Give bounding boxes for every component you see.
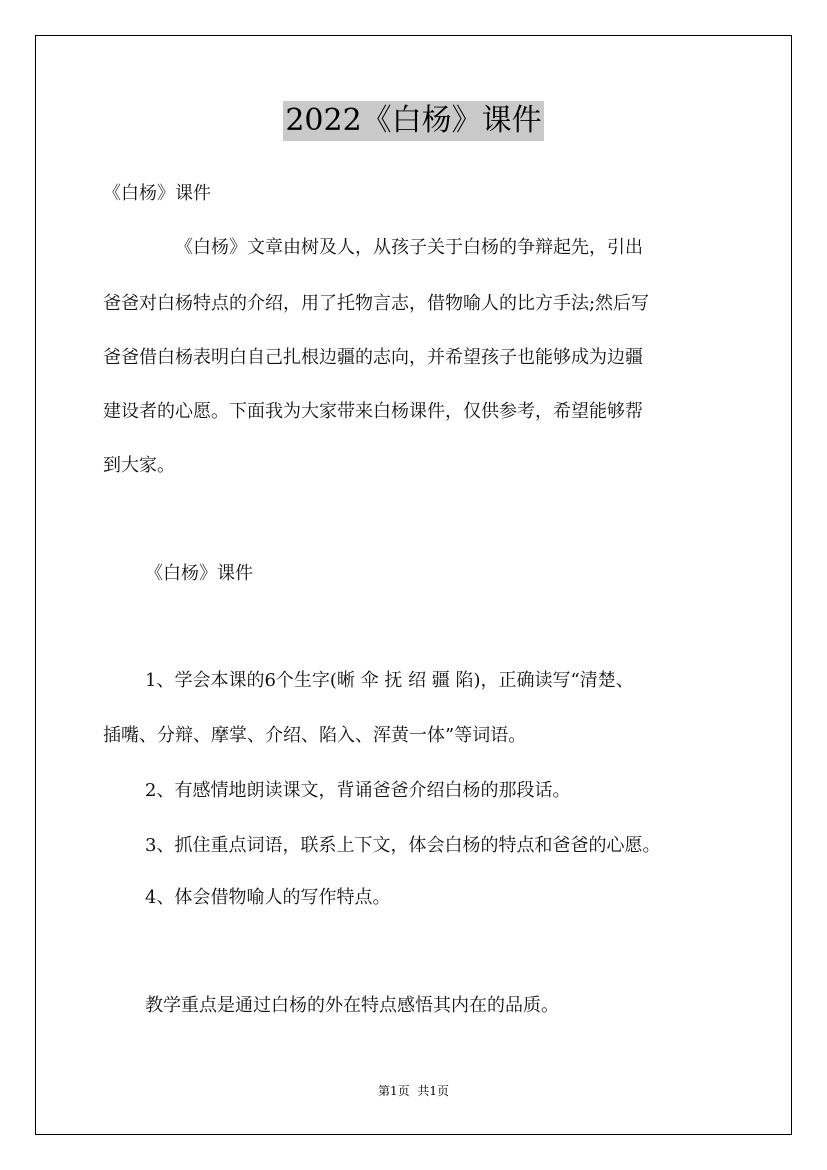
page-footer bbox=[0, 1083, 827, 1099]
title-container bbox=[0, 101, 827, 141]
objective-line-5: 4、体会借物喻人的写作特点。 bbox=[145, 887, 391, 908]
intro-line-4: 建设者的心愿。下面我为大家带来白杨课件，仅供参考，希望能够帮 bbox=[103, 401, 643, 422]
objective-line-4: 3、抓住重点词语，联系上下文，体会白杨的特点和爸爸的心愿。 bbox=[145, 835, 661, 856]
page-total: 共1页 bbox=[417, 1084, 450, 1098]
document-title: 2022《白杨》课件 bbox=[283, 101, 543, 141]
intro-line-1: 《白杨》文章由树及人，从孩子关于白杨的争辩起先，引出 bbox=[175, 237, 643, 258]
page-number: 第1页 bbox=[377, 1084, 410, 1098]
intro-line-5: 到大家。 bbox=[103, 455, 175, 476]
objective-line-1: 1、学会本课的6个生字(晰 伞 抚 绍 疆 陷)，正确读写“清楚、 bbox=[145, 670, 634, 691]
objective-line-2: 插嘴、分辩、摩掌、介绍、陷入、浑黄一体”等词语。 bbox=[103, 725, 527, 746]
subtitle: 《白杨》课件 bbox=[103, 183, 211, 204]
key-point: 教学重点是通过白杨的外在特点感悟其内在的品质。 bbox=[145, 995, 559, 1016]
intro-line-2: 爸爸对白杨特点的介绍，用了托物言志，借物喻人的比方手法;然后写 bbox=[103, 293, 650, 314]
objective-line-3: 2、有感情地朗读课文，背诵爸爸介绍白杨的那段话。 bbox=[145, 780, 571, 801]
intro-line-3: 爸爸借白杨表明白自己扎根边疆的志向，并希望孩子也能够成为边疆 bbox=[103, 347, 643, 368]
section-heading: 《白杨》课件 bbox=[145, 563, 253, 584]
